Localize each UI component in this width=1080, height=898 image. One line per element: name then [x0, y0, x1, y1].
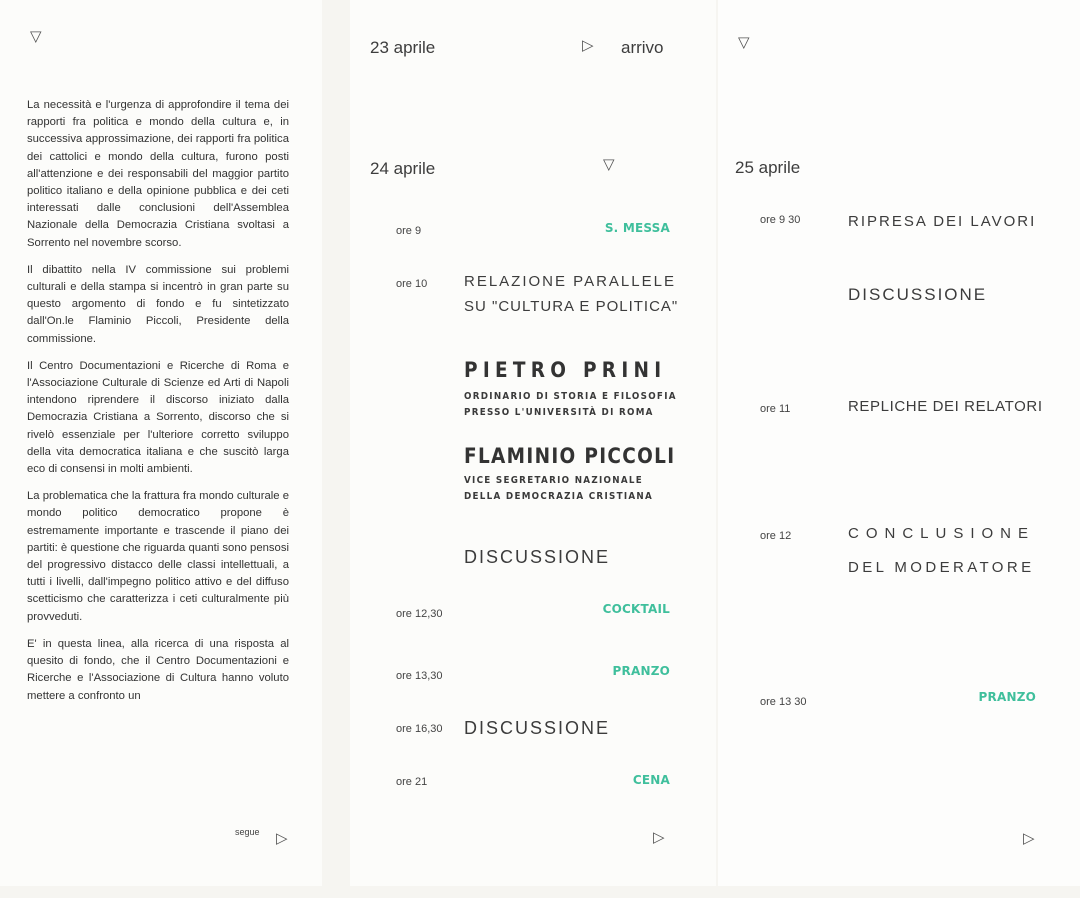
event-conclusion: CONCLUSIONE — [848, 525, 1036, 542]
time-label: ore 9 30 — [760, 214, 801, 226]
event-replies: REPLICHE DEI RELATORI — [848, 398, 1043, 415]
speaker-role-prini-1: ORDINARIO DI STORIA E FILOSOFIA — [464, 391, 677, 402]
event-cocktail: COCKTAIL — [602, 602, 670, 616]
speaker-role-piccoli-1: VICE SEGRETARIO NAZIONALE — [464, 475, 644, 486]
schedule-panel-25 — [718, 0, 1080, 886]
event-resume-works: RIPRESA DEI LAVORI — [848, 213, 1037, 230]
time-label: ore 9 — [396, 225, 422, 237]
intro-paragraph-4: La problematica che la frattura fra mondo culturale e mondo politico democratico propone è estremamente importante e trascende il piano dei partiti: è questione che riguarda quanti sono pensosi del progressivo distacco delle classi intellettuali, a tutti i livelli, dall'impegno politico attivo e del diffuso scetticismo che caratterizza i ceti culturalmente più provveduti. — [27, 490, 289, 623]
event-dinner: CENA — [632, 773, 670, 787]
triangle-right-icon[interactable]: ▷ — [1023, 829, 1035, 847]
event-discussion: DISCUSSIONE — [464, 718, 611, 738]
speaker-role-prini-2: PRESSO L'UNIVERSITÀ DI ROMA — [464, 407, 654, 418]
triangle-down-icon: ▽ — [30, 27, 42, 45]
day-23-date: 23 aprile — [370, 38, 436, 57]
speaker-name-prini: PIETRO PRINI — [464, 358, 667, 382]
intro-paragraph-5: E' in questa linea, alla ricerca di una risposta al quesito di fondo, che il Centro Documentazioni e Ricerche e l'Associazione di Cultura hanno voluto mettere a confronto un — [27, 637, 289, 702]
event-lunch: PRANZO — [612, 664, 670, 678]
speaker-name-piccoli: FLAMINIO PICCOLI — [464, 444, 676, 468]
triangle-right-icon[interactable]: ▷ — [276, 829, 288, 847]
event-lunch: PRANZO — [978, 690, 1036, 704]
time-label: ore 16,30 — [396, 723, 443, 735]
time-label: ore 13 30 — [760, 696, 807, 708]
event-discussion: DISCUSSIONE — [848, 285, 988, 304]
event-moderator: DEL MODERATORE — [848, 559, 1035, 576]
triangle-down-icon: ▽ — [603, 155, 615, 173]
day-25-date: 25 aprile — [735, 158, 801, 177]
time-label: ore 21 — [396, 776, 428, 788]
intro-paragraph-2: Il dibattito nella IV commissione sui problemi culturali e della stampa si incentrò in gran parte su questo argomento di fondo e fu sintetizzato dall'On.le Flaminio Piccoli, Presidente della commissione. — [27, 263, 289, 345]
time-label: ore 10 — [396, 278, 428, 290]
intro-text — [27, 97, 289, 715]
event-reports-title: RELAZIONE PARALLELE — [464, 273, 676, 290]
day-24-date: 24 aprile — [370, 159, 436, 178]
speaker-role-piccoli-2: DELLA DEMOCRAZIA CRISTIANA — [464, 491, 654, 502]
day-23-arrival: arrivo — [621, 38, 664, 57]
schedule-panel-23-24 — [350, 0, 716, 886]
event-mass: S. MESSA — [604, 221, 670, 235]
event-reports-subtitle: SU "CULTURA E POLITICA" — [464, 298, 679, 315]
continue-label: segue — [235, 827, 260, 837]
event-discussion: DISCUSSIONE — [464, 547, 611, 567]
intro-panel — [0, 0, 322, 886]
intro-paragraph-1: La necessità e l'urgenza di approfondire il tema dei rapporti fra politica e mondo della cultura e, in successiva approssimazione, dei rapporti fra politica dei cattolici e mondo della cultura, furono posti all'attenzione e dei responsabili del maggior partito politico italiano e della opinione pubblica e dei ceti interessati dalle conclusioni dell'Assemblea Nazionale della Democrazia Cristiana svoltasi a Sorrento nel novembre scorso. — [27, 99, 289, 249]
time-label: ore 12 — [760, 530, 792, 542]
intro-paragraph-3: Il Centro Documentazioni e Ricerche di Roma e l'Associazione Culturale di Scienze ed Arti di Napoli intendono riprendere il discorso iniziato dalla Democrazia Cristiana a Sorrento, discorso che si rivelò essenziale per l'ulteriore corretto sviluppo della vita democratica italiana e che suscitò larga eco di consensi in molti ambienti. — [27, 359, 289, 476]
time-label: ore 13,30 — [396, 670, 443, 682]
triangle-right-icon[interactable]: ▷ — [653, 828, 665, 846]
triangle-right-icon: ▷ — [582, 36, 594, 54]
time-label: ore 11 — [760, 403, 791, 415]
time-label: ore 12,30 — [396, 608, 443, 620]
triangle-down-icon: ▽ — [738, 33, 750, 51]
